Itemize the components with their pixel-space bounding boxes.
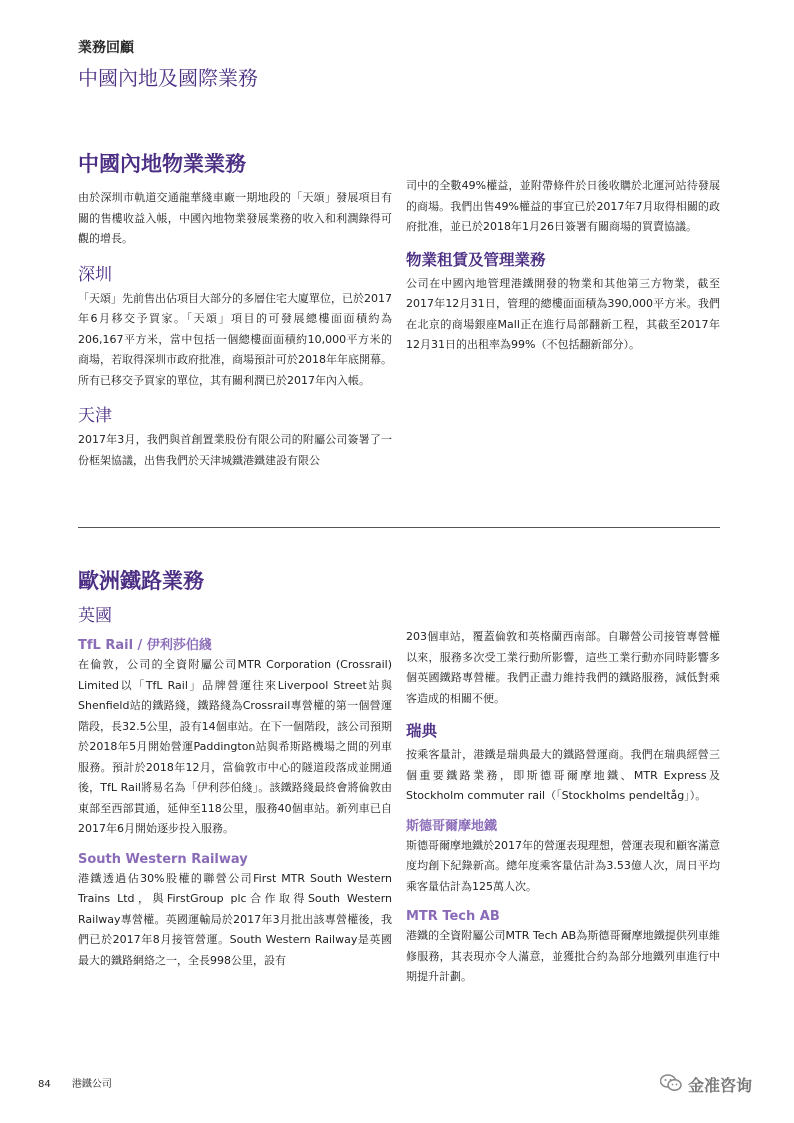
mtr-tech-ab-heading: MTR Tech AB [406,909,500,924]
page-title: 中國內地及國際業務 [78,66,258,90]
section-divider [78,527,720,528]
wechat-icon [660,1074,682,1096]
mainland-property-section [78,148,720,471]
europe-left-column [78,601,392,988]
shenzhen-heading: 深圳 [78,264,112,285]
stockholm-metro-paragraph: 斯德哥爾摩地鐵於2017年的營運表現理想，營運表現和顧客滿意度均創下紀錄新高。總年度乘客量估計為3.53億人次，周日平均乘客量估計為125萬人次。 [406,838,720,893]
mainland-intro-paragraph: 由於深圳市軌道交通龍華綫車廠一期地段的「天頌」發展項目有關的售樓收益入帳，中國內地物業發展業務的收入和利潤錄得可觀的增長。 [78,191,392,245]
europe-right-column [406,627,720,988]
watermark [660,1073,752,1096]
watermark-text: 金准咨询 [688,1076,753,1095]
europe-section-title: 歐洲鐵路業務 [78,569,204,593]
sweden-heading: 瑞典 [406,722,438,740]
stockholm-metro-heading: 斯德哥爾摩地鐵 [406,818,498,834]
tianjin-paragraph: 2017年3月，我們與首創置業股份有限公司的附屬公司簽署了一份框架協議，出售我們於天津城鐵港鐵建設有限公 [78,433,392,467]
tfl-rail-heading: TfL Rail / 伊利莎伯綫 [78,638,212,653]
mtr-tech-ab-paragraph: 港鐵的全資附屬公司MTR Tech AB為斯德哥爾摩地鐵提供列車維修服務，其表現亦令人滿意，並獲批合約為部分地鐵列車進行中期提升計劃。 [406,929,720,983]
swr-heading: South Western Railway [78,851,248,867]
page-number: 84 [38,1079,51,1090]
footer-company: 港鐵公司 [71,1079,112,1090]
swr-paragraph-continued: 203個車站，覆蓋倫敦和英格蘭西南部。自聯營公司接管專營權以來，服務多次受工業行動所影響，這些工業行動亦同時影響多個英國鐵路專營權。我們正盡力維持我們的鐵路服務，減低對乘客造成的相關不便。 [406,630,720,705]
page-footer [38,1075,112,1090]
mainland-left-column [78,188,392,471]
leasing-heading: 物業租賃及管理業務 [406,250,546,269]
tfl-rail-paragraph: 在倫敦，公司的全資附屬公司MTR Corporation (Crossrail) Limited以「TfL Rail」品牌營運往來Liverpool Street站與Shenfield站的鐵路綫，鐵路綫為Crossrail專營權的第一個營運階段，長32.5公里，設有14個車站。在下一個階段，該公司預期於2018年5月開始營運Paddington站與希斯路機場之間的列車服務。預計於2018年12月，當倫敦市中心的隧道段落成並開通後，TfL Rail將易名為「伊利莎伯綫」。該鐵路綫最終會將倫敦由東部至西部貫通，延伸至118公里，服務40個車站。新列車已自2017年6月開始逐步投入服務。 [78,658,392,835]
mainland-section-title: 中國內地物業業務 [78,152,246,176]
mainland-right-column [406,176,720,471]
swr-paragraph: 港鐵透過佔30%股權的聯營公司First MTR South Western Trains Ltd，與FirstGroup plc合作取得South Western Railway專營權。英國運輸局於2017年3月批出該專營權後，我們已於2017年8月接管營運。South Western Railway是英國最大的鐵路網絡之一，全長998公里，設有 [78,871,392,967]
europe-columns [78,601,720,988]
tianjin-paragraph-continued: 司中的全數49%權益，並附帶條件於日後收購於北運河站待發展的商場。我們出售49%權益的事宜已於2017年7月取得相關的政府批准，並已於2018年1月26日簽署有關商場的買賣協議。 [406,179,720,233]
section-category: 業務回顧 [78,40,134,56]
tianjin-heading: 天津 [78,406,112,426]
shenzhen-paragraph: 「天頌」先前售出佔項目大部分的多層住宅大廈單位，已於2017年6月移交予買家。「天頌」項目的可發展總樓面面積約為206,167平方米，當中包括一個總樓面面積約10,000平方米的商場，若取得深圳市政府批准，商場預計可於2018年年底開幕。所有已移交予買家的單位，其有關利潤已於2017年內入帳。 [78,291,392,387]
mainland-columns [78,179,720,471]
uk-heading: 英國 [78,606,112,626]
sweden-paragraph: 按乘客量計，港鐵是瑞典最大的鐵路營運商。我們在瑞典經營三個重要鐵路業務，即斯德哥爾摩地鐵、MTR Express及Stockholm commuter rail（「Stockholms pendeltåg」）。 [406,748,720,802]
europe-railway-section [78,565,720,988]
leasing-paragraph: 公司在中國內地管理港鐵開發的物業和其他第三方物業，截至2017年12月31日，管理的總樓面面積為390,000平方米。我們在北京的商場銀座Mall正在進行局部翻新工程，其截至2017年12月31日的出租率為99%（不包括翻新部分）。 [406,276,720,351]
